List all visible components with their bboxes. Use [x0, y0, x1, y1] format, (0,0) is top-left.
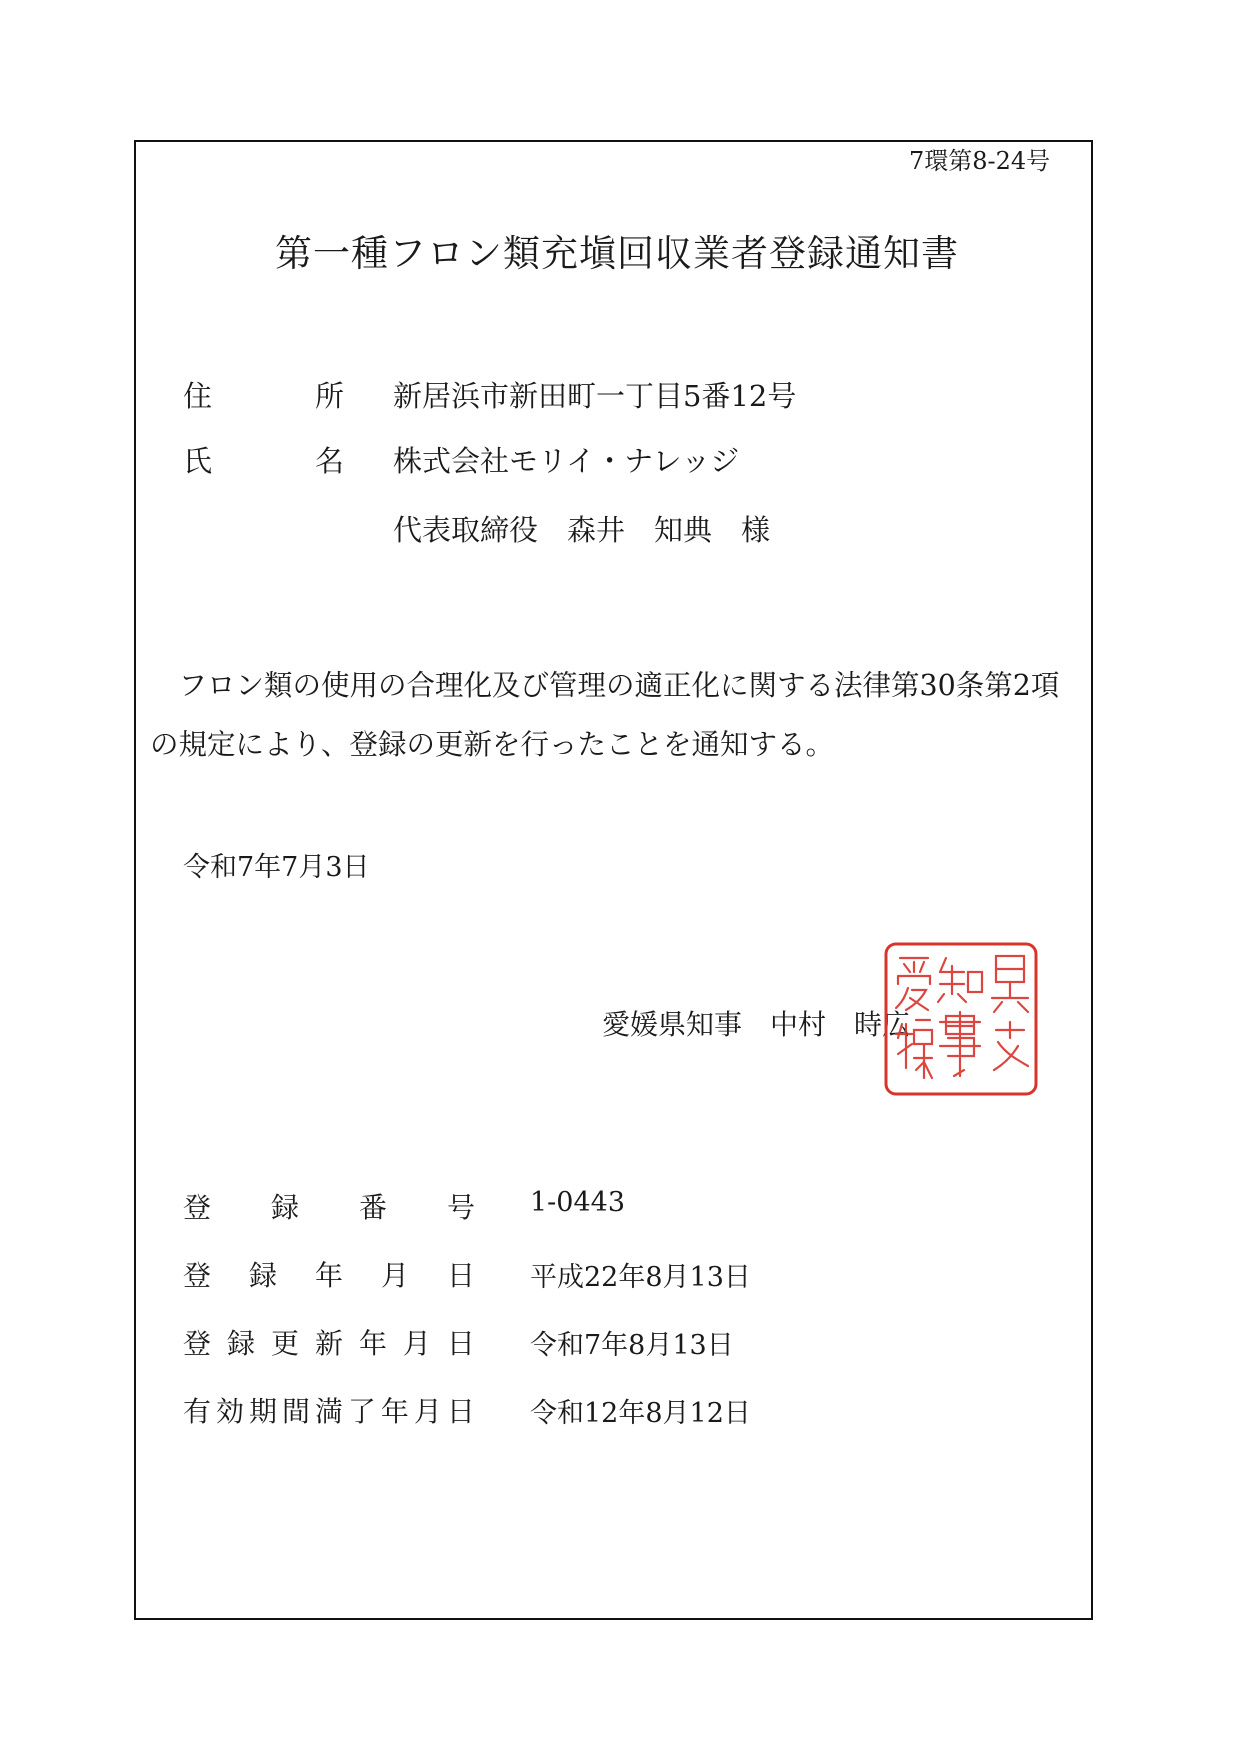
document-title: 第一種フロン類充塡回収業者登録通知書 — [275, 232, 959, 275]
registration-label-char: 録 — [226, 1327, 255, 1360]
notice-body: フロン類の使用の合理化及び管理の適正化に関する法律第30条第2項の規定により、登録の更新を行ったことを通知する。 — [150, 669, 1060, 761]
registration-label-char: 期 — [248, 1395, 277, 1428]
registration-label-char: 月 — [413, 1395, 442, 1428]
renewal-date-label — [183, 1322, 475, 1362]
document-number: 7環第8-24号 — [909, 147, 1051, 175]
registration-label-char: 日 — [446, 1259, 475, 1292]
registration-label-char: 号 — [446, 1191, 475, 1224]
signer-name: 愛媛県知事 中村 時広 — [602, 1008, 911, 1041]
registration-date-value: 平成22年8月13日 — [530, 1262, 751, 1293]
registration-label-char: 日 — [446, 1327, 475, 1360]
address-label-1: 住 — [183, 379, 213, 413]
registration-label-char: 有 — [183, 1395, 212, 1428]
registration-number-value: 1-0443 — [530, 1187, 626, 1218]
registration-label-char: 年 — [380, 1395, 409, 1428]
registration-label-char: 新 — [314, 1327, 343, 1360]
registration-label-char: 番 — [358, 1191, 387, 1224]
registration-label-char: 効 — [215, 1395, 244, 1428]
registration-label-char: 間 — [281, 1395, 310, 1428]
registration-label-char: 了 — [347, 1395, 376, 1428]
address-label-2: 所 — [315, 379, 345, 413]
representative-name: 代表取締役 森井 知典 様 — [393, 513, 771, 547]
registration-label-char: 月 — [380, 1259, 409, 1292]
registration-label-char: 年 — [358, 1327, 387, 1360]
registration-label-char: 年 — [314, 1259, 343, 1292]
registration-number-label — [183, 1186, 475, 1226]
expiry-date-label — [183, 1390, 475, 1430]
registration-label-char: 更 — [270, 1327, 299, 1360]
name-label-1: 氏 — [183, 444, 213, 478]
registration-label-char: 録 — [270, 1191, 299, 1224]
registration-date-label — [183, 1254, 475, 1294]
address-value: 新居浜市新田町一丁目5番12号 — [393, 379, 797, 413]
issue-date: 令和7年7月3日 — [183, 852, 370, 883]
registration-label-char: 月 — [402, 1327, 431, 1360]
renewal-date-value: 令和7年8月13日 — [530, 1330, 734, 1361]
registration-label-char: 日 — [446, 1395, 475, 1428]
registration-label-char: 登 — [183, 1191, 212, 1224]
name-label-2: 名 — [315, 444, 345, 478]
company-name: 株式会社モリイ・ナレッジ — [393, 444, 740, 478]
seal-stamp-icon — [880, 938, 1042, 1100]
expiry-date-value: 令和12年8月12日 — [530, 1398, 751, 1429]
registration-label-char: 登 — [183, 1327, 212, 1360]
registration-label-char: 録 — [248, 1259, 277, 1292]
registration-label-char: 登 — [183, 1259, 212, 1292]
official-seal — [880, 938, 1042, 1100]
registration-label-char: 満 — [314, 1395, 343, 1428]
